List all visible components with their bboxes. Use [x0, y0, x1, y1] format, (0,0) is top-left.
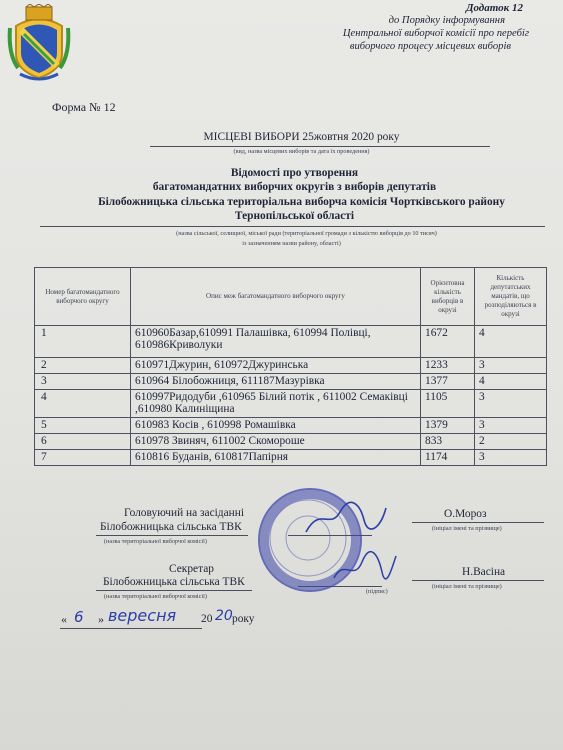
- row-voters: 1233: [421, 358, 475, 374]
- header-voters-count: Орієнтовна кількість виборців в окрузі: [421, 268, 475, 326]
- row-description: 610960Базар,610991 Палашівка, 610994 Полівці, 610986Криволуки: [131, 326, 421, 358]
- row-number: 6: [35, 434, 131, 450]
- row-mandates: 4: [475, 374, 547, 390]
- row-number: 4: [35, 390, 131, 418]
- heading-caption-2: із зазначенням назви району, області): [242, 240, 341, 247]
- row-number: 3: [35, 374, 131, 390]
- header-mandates-count: Кількість депутатських мандатів, що розподіляються в окрузі: [475, 268, 547, 326]
- date-month: вересня: [108, 606, 177, 625]
- row-number: 1: [35, 326, 131, 358]
- form-number: Форма № 12: [52, 100, 116, 114]
- heading-line-1: Відомості про утворення: [230, 167, 359, 179]
- chair-org-underline: [96, 535, 248, 536]
- row-description: 610978 Звиняч, 611002 Скомороше: [131, 434, 421, 450]
- row-mandates: 3: [475, 358, 547, 374]
- row-voters: 1174: [421, 450, 475, 466]
- coat-of-arms-logo: [6, 4, 72, 82]
- heading-caption-1: (назва сільської, селищної, міської ради (територіальної громади з кількістю виборців до 10 тисяч): [176, 230, 437, 237]
- heading-line-4: Тернопільської області: [234, 210, 355, 222]
- appendix-line-3: Центральної виборчої комісії про перебіг: [342, 28, 529, 39]
- row-number: 2: [35, 358, 131, 374]
- row-mandates: 3: [475, 418, 547, 434]
- sign-caption: (підпис): [366, 588, 388, 595]
- heading-underline: [40, 226, 545, 227]
- chair-org-caption: (назва територіальної виборчої комісії): [104, 538, 207, 545]
- row-mandates: 2: [475, 434, 547, 450]
- chair-title: Головуючий на засіданні: [124, 507, 245, 519]
- date-underline: [60, 628, 202, 629]
- date-open-quote: «: [61, 612, 67, 626]
- row-voters: 1377: [421, 374, 475, 390]
- date-day: 6: [74, 608, 84, 626]
- row-mandates: 4: [475, 326, 547, 358]
- appendix-line-1: Додаток 12: [465, 2, 523, 14]
- row-description: 610971Джурин, 610972Джуринська: [131, 358, 421, 374]
- secretary-title: Секретар: [169, 563, 214, 575]
- secretary-name-underline: [412, 580, 544, 581]
- secretary-org: Білобожницька сільська ТВК: [103, 576, 245, 588]
- secretary-name-caption: (ініціал імені та прізвище): [432, 583, 502, 590]
- row-voters: 1105: [421, 390, 475, 418]
- row-description: 610983 Косів , 610998 Ромашівка: [131, 418, 421, 434]
- row-voters: 1379: [421, 418, 475, 434]
- chair-org: Білобожницька сільська ТВК: [100, 521, 242, 533]
- table-row: [35, 390, 547, 418]
- chair-name: О.Мороз: [444, 508, 487, 520]
- secretary-org-underline: [96, 590, 252, 591]
- row-voters: 833: [421, 434, 475, 450]
- header-district-number: Номер багатомандатного виборчого округу: [35, 268, 131, 326]
- election-title-underline: [150, 146, 490, 147]
- chair-name-underline: [412, 522, 544, 523]
- heading-line-3: Білобожницька сільська територіальна виборча комісія Чортківського району: [98, 196, 505, 208]
- table-row: [35, 418, 547, 434]
- row-voters: 1672: [421, 326, 475, 358]
- row-number: 5: [35, 418, 131, 434]
- chair-name-caption: (ініціал імені та прізвище): [432, 525, 502, 532]
- date-year-prefix: 20: [201, 613, 213, 625]
- election-title: МІСЦЕВІ ВИБОРИ 25жовтня 2020 року: [203, 131, 400, 143]
- secretary-signature: [330, 548, 400, 588]
- table-row: [35, 450, 547, 466]
- date-suffix: року: [232, 613, 255, 625]
- row-mandates: 3: [475, 390, 547, 418]
- date-close-quote: »: [98, 612, 104, 626]
- row-description: 610816 Буданів, 610817Папірня: [131, 450, 421, 466]
- table-row: [35, 358, 547, 374]
- row-description: 610964 Білобожниця, 611187Мазурівка: [131, 374, 421, 390]
- row-description: 610997Ридодуби ,610965 Білий потік , 611002 Семаківці ,610980 Калиніщина: [131, 390, 421, 418]
- table-row: [35, 374, 547, 390]
- appendix-line-4: виборчого процесу місцевих виборів: [349, 41, 511, 52]
- chair-signature: [300, 500, 390, 540]
- table-row: [35, 434, 547, 450]
- secretary-name: Н.Васіна: [462, 566, 506, 578]
- heading-line-2: багатомандатних виборчих округів з виборів депутатів: [152, 181, 437, 193]
- header-district-description: Опис меж багатомандатного виборчого округу: [131, 268, 421, 326]
- row-mandates: 3: [475, 450, 547, 466]
- secretary-org-caption: (назва територіальної виборчої комісії): [104, 593, 207, 600]
- appendix-line-2: до Порядку інформування: [388, 15, 505, 26]
- row-number: 7: [35, 450, 131, 466]
- date-year-suffix: 20: [215, 608, 233, 624]
- districts-table: [34, 267, 547, 466]
- election-caption: (вид, назва місцевих виборів та дата їх проведення): [233, 148, 370, 155]
- table-header-row: [35, 268, 547, 326]
- table-row: [35, 326, 547, 358]
